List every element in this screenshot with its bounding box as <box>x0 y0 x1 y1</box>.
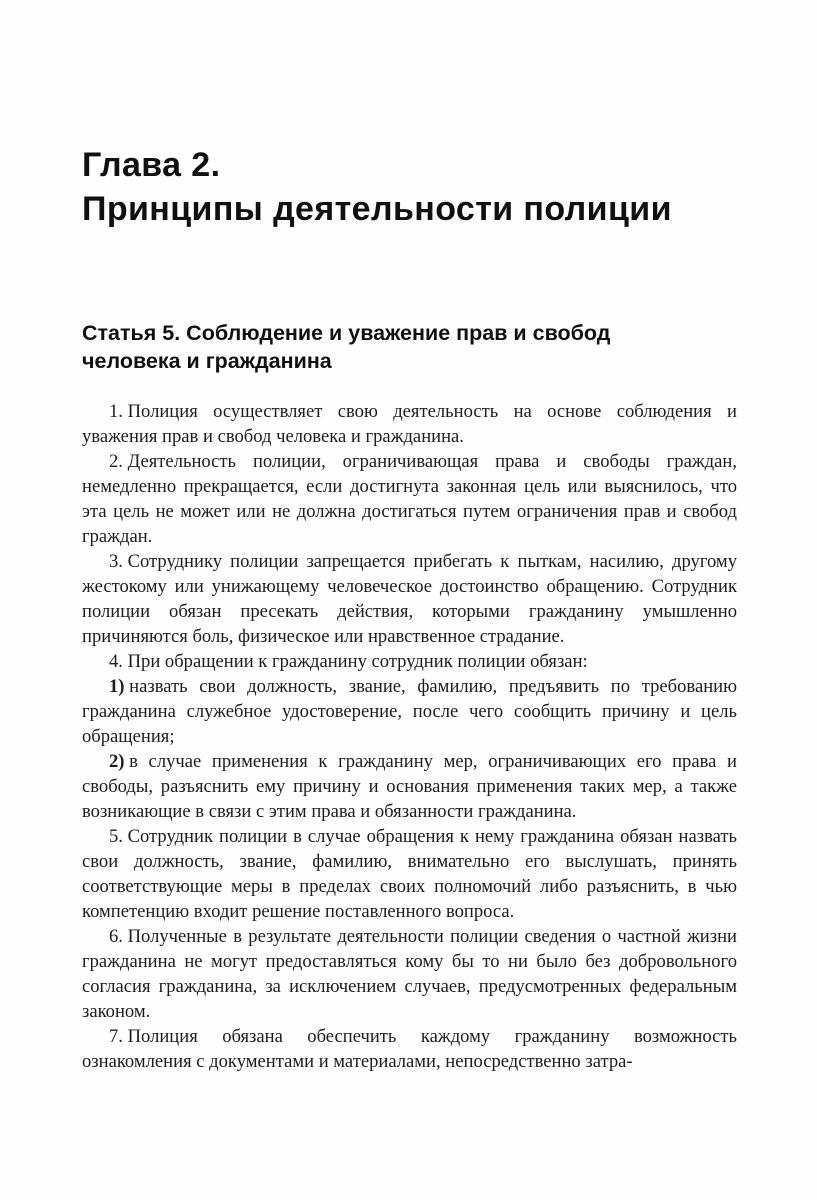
paragraph-marker: 7. <box>109 1025 123 1047</box>
paragraph-text: в случае применения к гражданину мер, ограничивающих его права и свободы, разъяснить ему причину и основания применения таких мер, а также возникающие в связи с этим права и обязанности гражданина. <box>82 750 737 822</box>
paragraph <box>82 924 737 1024</box>
paragraph-text: Полиция обязана обеспечить каждому гражданину возможность ознакомления с документами и материалами, непосредственно затра- <box>82 1025 737 1072</box>
paragraph <box>82 449 737 549</box>
chapter-heading-line: Глава 2. <box>82 145 221 184</box>
paragraph-marker: 3. <box>109 550 123 572</box>
paragraph-text: При обращении к гражданину сотрудник полиции обязан: <box>127 650 588 672</box>
chapter-heading-line: Принципы деятельности полиции <box>82 189 672 228</box>
article-body <box>82 399 737 1074</box>
paragraph-marker: 4. <box>109 650 123 672</box>
paragraph-subitem <box>82 749 737 824</box>
paragraph-marker: 1. <box>109 400 123 422</box>
paragraph-marker: 2) <box>109 750 125 772</box>
paragraph-marker: 6. <box>109 925 123 947</box>
paragraph-text: Полиция осуществляет свою деятельность на основе соблюдения и уважения прав и свобод человека и гражданина. <box>82 400 737 447</box>
paragraph-text: Сотруднику полиции запрещается прибегать к пыткам, насилию, другому жестокому или унижающему человеческое достоинство обращению. Сотрудник полиции обязан пресекать действия, которыми гражданину умышленно причиняются боль, физическое или нравственное страдание. <box>82 550 737 647</box>
paragraph <box>82 824 737 924</box>
paragraph-marker: 5. <box>109 825 123 847</box>
paragraph-text: Полученные в результате деятельности полиции сведения о частной жизни гражданина не могут предоставляться кому бы то ни было без добровольного согласия гражданина, за исключением случаев, предусмотренных федеральным законом. <box>82 925 737 1022</box>
paragraph <box>82 1024 737 1074</box>
paragraph-text: Сотрудник полиции в случае обращения к нему гражданина обязан назвать свои должность, звание, фамилию, внимательно его выслушать, принять соответствующие меры в пределах своих полномочий либо разъяснить, в чью компетенцию входит решение поставленного вопроса. <box>82 825 737 922</box>
chapter-heading <box>82 143 737 231</box>
paragraph-text: Деятельность полиции, ограничивающая права и свободы граждан, немедленно прекращается, если достигнута законная цель или выяснилось, что эта цель не может или не должна достигаться путем ограничения прав и свобод граждан. <box>82 450 737 547</box>
paragraph-subitem <box>82 674 737 749</box>
paragraph-marker: 1) <box>109 675 125 697</box>
paragraph <box>82 399 737 449</box>
paragraph-marker: 2. <box>109 450 123 472</box>
paragraph <box>82 649 737 674</box>
paragraph <box>82 549 737 649</box>
article-title: Статья 5. Соблюдение и уважение прав и свобод человека и гражданина <box>82 320 611 373</box>
paragraph-text: назвать свои должность, звание, фамилию, предъявить по требованию гражданина служебное удостоверение, после чего сообщить причину и цель обращения; <box>82 675 737 747</box>
